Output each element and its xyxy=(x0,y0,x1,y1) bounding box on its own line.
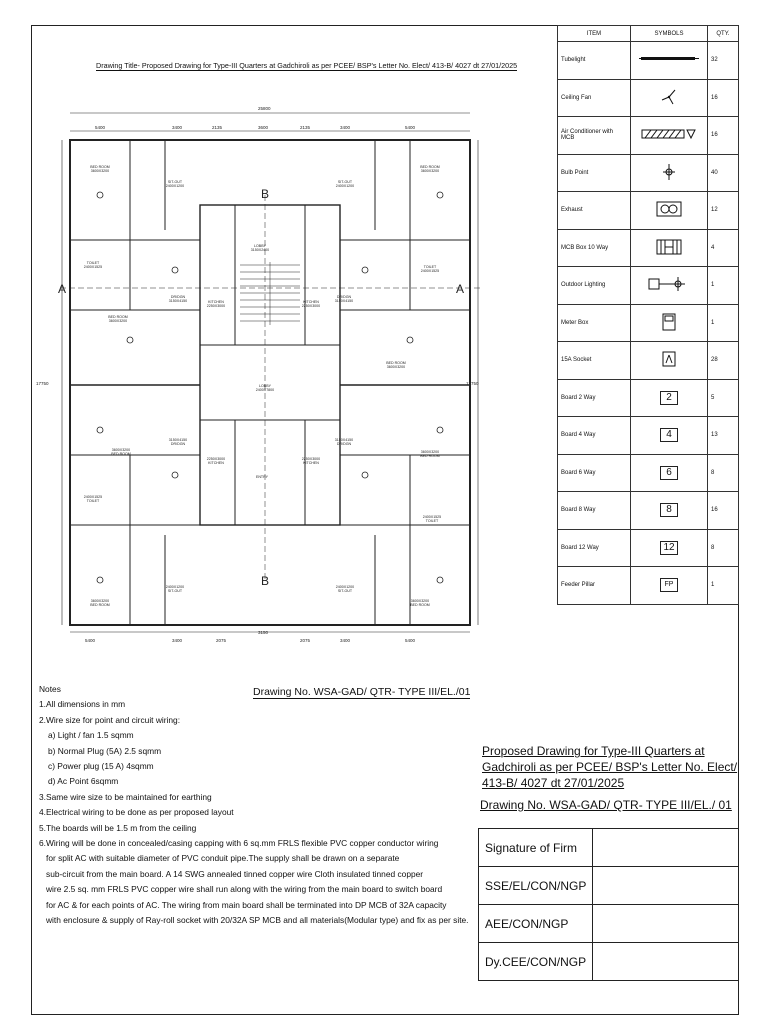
svg-text:BED ROOM: BED ROOM xyxy=(386,361,406,365)
dim-top: 3600 xyxy=(258,125,269,130)
board-6-way-symbol: 6 xyxy=(660,466,678,480)
room-label xyxy=(90,165,110,173)
svg-text:2400X1525: 2400X1525 xyxy=(83,265,103,269)
section-b-top: B xyxy=(261,187,270,201)
dim-bottom: 3400 xyxy=(340,638,351,643)
dim-top: 5400 xyxy=(405,125,416,130)
legend-row: Ceiling Fan 16 xyxy=(558,79,739,117)
note-line: 1.All dimensions in mm xyxy=(39,699,126,710)
dim-top: 3400 xyxy=(340,125,351,130)
svg-text:BED ROOM: BED ROOM xyxy=(90,165,110,169)
legend-row: Meter Box 1 xyxy=(558,304,739,342)
dim-bottom: 3150 xyxy=(258,630,269,635)
room-label xyxy=(336,180,354,188)
room-label xyxy=(410,599,430,607)
svg-text:LOBBY: LOBBY xyxy=(254,244,266,248)
signature-row xyxy=(479,943,739,981)
signature-table xyxy=(478,828,739,981)
room-label xyxy=(335,438,353,446)
svg-text:DR/DGN: DR/DGN xyxy=(336,442,352,446)
air-conditioner-icon xyxy=(641,128,697,140)
signature-value xyxy=(593,943,739,981)
svg-text:3150X4150: 3150X4150 xyxy=(168,299,188,303)
room-label xyxy=(421,265,439,273)
room-label xyxy=(84,261,102,269)
svg-text:BED ROOM: BED ROOM xyxy=(420,454,440,458)
svg-text:KITCHEN: KITCHEN xyxy=(208,461,224,465)
svg-text:3600X3200: 3600X3200 xyxy=(90,599,110,603)
note-line: d) Ac Point 6sqmm xyxy=(48,776,119,787)
svg-text:3150X4150: 3150X4150 xyxy=(334,299,354,303)
room-label xyxy=(108,315,128,323)
room-label xyxy=(302,300,320,308)
svg-text:2250X3000: 2250X3000 xyxy=(206,457,226,461)
svg-text:2250X3000: 2250X3000 xyxy=(301,304,321,308)
room-label xyxy=(420,165,440,173)
legend-row: Board 8 Way 8 16 xyxy=(558,492,739,530)
legend-header-qty: QTY. xyxy=(708,26,739,42)
signature-label: AEE/CON/NGP xyxy=(479,905,593,943)
dim-top-overall: 25800 xyxy=(258,106,271,111)
svg-text:3150X2400: 3150X2400 xyxy=(250,248,270,252)
section-b-bottom: B xyxy=(261,574,270,588)
svg-text:3600X3200: 3600X3200 xyxy=(90,169,110,173)
svg-text:2400X1200: 2400X1200 xyxy=(335,184,355,188)
note-line: for AC & for each points of AC. The wiring from main board shall be terminated into DP MCB of 32A capacity xyxy=(46,899,447,910)
room-label xyxy=(256,384,274,392)
svg-text:3600X3200: 3600X3200 xyxy=(410,599,430,603)
svg-text:3600X3200: 3600X3200 xyxy=(420,450,440,454)
room-label xyxy=(256,475,269,479)
svg-text:ENTRY: ENTRY xyxy=(255,475,269,479)
room-label xyxy=(169,438,187,446)
note-line: a) Light / fan 1.5 sqmm xyxy=(48,730,134,741)
svg-text:3600X3200: 3600X3200 xyxy=(111,448,131,452)
room-label xyxy=(386,361,406,369)
note-line: c) Power plug (15 A) 4sqmm xyxy=(48,761,154,772)
room-label xyxy=(302,457,320,465)
drawing-title: Drawing Title- Proposed Drawing for Type-III Quarters at Gadchiroli as per PCEE/ BSP's Letter No. Elect/ 413-B/ 4027 dt 27/01/2025 xyxy=(96,61,518,70)
legend-header-item: ITEM xyxy=(558,26,631,42)
svg-text:TOILET: TOILET xyxy=(86,499,100,503)
room-label xyxy=(420,450,440,458)
dim-left: 17750 xyxy=(36,381,49,386)
room-label xyxy=(207,300,225,308)
legend-row: Board 6 Way 6 8 xyxy=(558,454,739,492)
dim-bottom: 5400 xyxy=(85,638,96,643)
dim-top: 2135 xyxy=(300,125,311,130)
notes-section xyxy=(39,682,469,929)
svg-text:KITCHEN: KITCHEN xyxy=(208,300,224,304)
socket-icon xyxy=(662,351,676,367)
legend-row: Board 2 Way 2 5 xyxy=(558,379,739,417)
note-line: for split AC with suitable diameter of PVC conduit pipe.The supply shall be drawn on a separate xyxy=(46,853,400,864)
svg-text:3600X3200: 3600X3200 xyxy=(386,365,406,369)
tubelight-icon xyxy=(639,55,699,63)
legend-header-symbols: SYMBOLS xyxy=(631,26,708,42)
mcb-box-icon xyxy=(656,238,682,256)
signature-row xyxy=(479,905,739,943)
legend-row: 15A Socket 28 xyxy=(558,342,739,380)
svg-text:2400X1200: 2400X1200 xyxy=(335,585,355,589)
svg-text:DR/DGN: DR/DGN xyxy=(336,295,352,299)
svg-text:TOILET: TOILET xyxy=(86,261,100,265)
svg-text:TOILET: TOILET xyxy=(423,265,437,269)
svg-text:DR/DGN: DR/DGN xyxy=(170,295,186,299)
legend-row: Tubelight 32 xyxy=(558,42,739,80)
board-12-way-symbol: 12 xyxy=(660,541,678,555)
room-label xyxy=(90,599,110,607)
ceiling-fan-icon xyxy=(659,88,679,106)
dim-bottom: 2075 xyxy=(300,638,311,643)
note-line: wire 2.5 sq. mm FRLS PVC copper wire shall run along with the wiring from the main board to switch board xyxy=(46,884,443,895)
dim-top: 5400 xyxy=(95,125,106,130)
meter-box-icon xyxy=(661,312,677,332)
svg-text:LOBBY: LOBBY xyxy=(259,384,271,388)
board-8-way-symbol: 8 xyxy=(660,503,678,517)
note-line: 6.Wiring will be done in concealed/casing capping with 6 sq.mm FRLS flexible PVC copper conductor wiring xyxy=(39,838,439,849)
legend-row: MCB Box 10 Way 4 xyxy=(558,229,739,267)
note-line: with enclosure & supply of Ray-roll socket with 20/32A SP MCB and all materials(Modular type) and fix as per site. xyxy=(46,915,469,926)
svg-text:SIT-OUT: SIT-OUT xyxy=(167,180,183,184)
note-line: 5.The boards will be 1.5 m from the ceiling xyxy=(39,822,197,833)
room-label xyxy=(251,244,269,252)
room-label xyxy=(111,448,131,456)
bulb-point-icon xyxy=(661,163,677,181)
feeder-pillar-symbol: FP xyxy=(660,578,678,592)
svg-text:3600X3200: 3600X3200 xyxy=(420,169,440,173)
section-a-right: A xyxy=(456,282,465,296)
dim-bottom: 5400 xyxy=(405,638,416,643)
svg-text:2400X1525: 2400X1525 xyxy=(422,515,442,519)
symbol-legend xyxy=(557,25,739,605)
svg-text:BED ROOM: BED ROOM xyxy=(420,165,440,169)
signature-label: SSE/EL/CON/NGP xyxy=(479,867,593,905)
room-label xyxy=(207,457,225,465)
notes-heading: Notes xyxy=(39,684,61,694)
svg-text:3150X4150: 3150X4150 xyxy=(334,438,354,442)
note-line: sub-circuit from the main board. A 14 SWG annealed tinned copper wire Cloth insulated tinned copper xyxy=(46,868,424,879)
board-2-way-symbol: 2 xyxy=(660,391,678,405)
title-block-title: Proposed Drawing for Type-III Quarters at Gadchiroli as per PCEE/ BSP's Letter No. Elect/ 413-B/ 4027 dt 27/01/2025 xyxy=(482,744,738,790)
legend-row: Air Conditioner with MCB 16 xyxy=(558,117,739,155)
svg-text:2400X1200: 2400X1200 xyxy=(165,585,185,589)
legend-row: Exhaust 12 xyxy=(558,192,739,230)
room-label xyxy=(169,295,187,303)
signature-row xyxy=(479,867,739,905)
room-label xyxy=(335,295,353,303)
legend-row: Outdoor Lighting 1 xyxy=(558,267,739,305)
svg-text:BED ROOM: BED ROOM xyxy=(108,315,128,319)
legend-row: Bulb Point 40 xyxy=(558,154,739,192)
svg-text:3600X3200: 3600X3200 xyxy=(108,319,128,323)
note-line: 4.Electrical wiring to be done as per proposed layout xyxy=(39,807,234,818)
dim-bottom: 2075 xyxy=(216,638,227,643)
legend-row: Board 12 Way 12 8 xyxy=(558,529,739,567)
exhaust-fan-icon xyxy=(656,201,682,217)
room-label xyxy=(336,585,354,593)
svg-text:DR/DGN: DR/DGN xyxy=(170,442,186,446)
note-line: 3.Same wire size to be maintained for earthing xyxy=(39,791,212,802)
svg-text:2250X3000: 2250X3000 xyxy=(206,304,226,308)
svg-text:SIT-OUT: SIT-OUT xyxy=(337,589,353,593)
svg-text:2400X1525: 2400X1525 xyxy=(83,495,103,499)
room-label xyxy=(166,180,184,188)
svg-text:KITCHEN: KITCHEN xyxy=(303,461,319,465)
signature-label: Signature of Firm xyxy=(479,829,593,867)
signature-row xyxy=(479,829,739,867)
dim-bottom: 3400 xyxy=(172,638,183,643)
title-block-drawing-number: Drawing No. WSA-GAD/ QTR- TYPE III/EL./ 01 xyxy=(480,798,732,812)
drawing-number-caption: Drawing No. WSA-GAD/ QTR- TYPE III/EL./01 xyxy=(253,686,471,698)
svg-text:SIT-OUT: SIT-OUT xyxy=(167,589,183,593)
signature-label: Dy.CEE/CON/NGP xyxy=(479,943,593,981)
note-line: b) Normal Plug (5A) 2.5 sqmm xyxy=(48,745,162,756)
dim-right: 17750 xyxy=(466,381,479,386)
room-label xyxy=(423,515,441,523)
svg-text:2400X7800: 2400X7800 xyxy=(255,388,275,392)
signature-value xyxy=(593,829,739,867)
dim-top: 2135 xyxy=(212,125,223,130)
signature-value xyxy=(593,905,739,943)
svg-text:SIT-OUT: SIT-OUT xyxy=(337,180,353,184)
legend-row: Board 4 Way 4 13 xyxy=(558,417,739,455)
note-line: 2.Wire size for point and circuit wiring: xyxy=(39,714,181,725)
svg-text:2400X1525: 2400X1525 xyxy=(420,269,440,273)
svg-text:BED ROOM: BED ROOM xyxy=(90,603,110,607)
room-label xyxy=(166,585,184,593)
svg-text:TOILET: TOILET xyxy=(425,519,439,523)
svg-text:KITCHEN: KITCHEN xyxy=(303,300,319,304)
room-label xyxy=(84,495,102,503)
dim-top: 3400 xyxy=(172,125,183,130)
section-a-left: A xyxy=(58,282,67,296)
outdoor-light-icon xyxy=(648,276,690,292)
svg-text:2250X3000: 2250X3000 xyxy=(301,457,321,461)
signature-value xyxy=(593,867,739,905)
svg-text:BED ROOM: BED ROOM xyxy=(410,603,430,607)
svg-text:BED ROOM: BED ROOM xyxy=(111,452,131,456)
legend-row: Feeder Pillar FP 1 xyxy=(558,567,739,605)
board-4-way-symbol: 4 xyxy=(660,428,678,442)
svg-text:2400X1200: 2400X1200 xyxy=(165,184,185,188)
svg-text:3150X4150: 3150X4150 xyxy=(168,438,188,442)
